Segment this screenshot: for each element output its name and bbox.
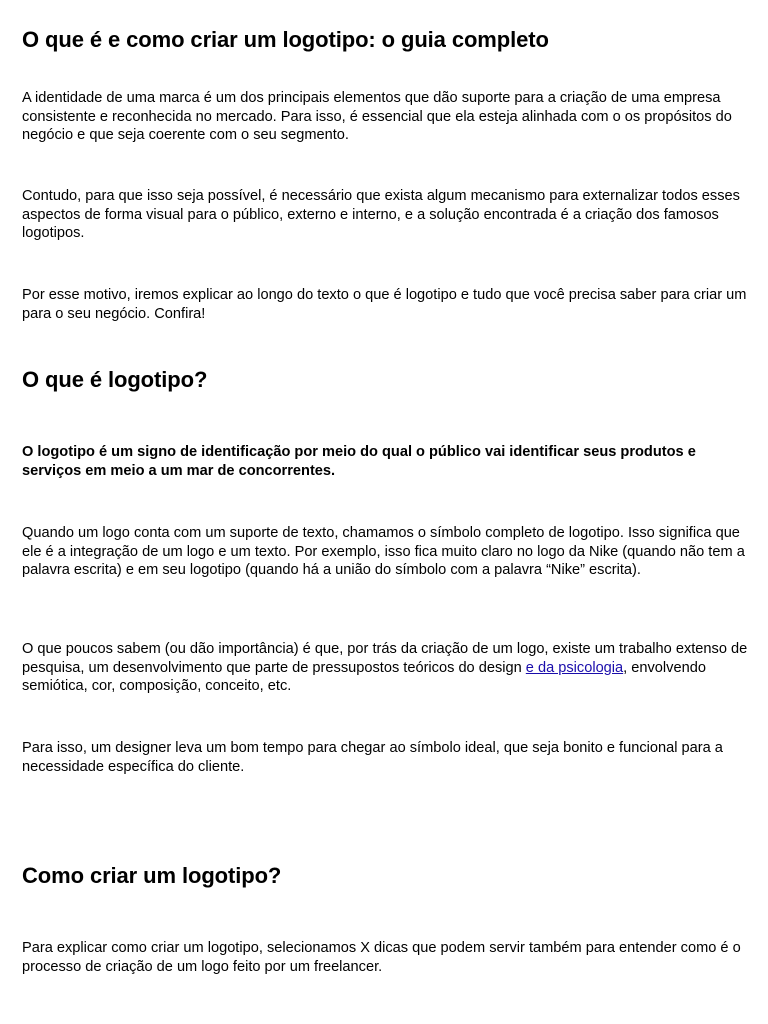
tips-paragraph: Para explicar como criar um logotipo, selecionamos X dicas que podem servir também para entender como é o processo de criação de um logo feito por um freelancer. (22, 940, 741, 975)
designer-paragraph: Para isso, um designer leva um bom tempo para chegar ao símbolo ideal, que seja bonito e funcional para a necessidade específica do cliente. (22, 740, 723, 775)
intro-paragraph-1: A identidade de uma marca é um dos principais elementos que dão suporte para a criação de uma empresa consistente e reconhecida no mercado. Para isso, é essencial que ela esteja alinhada com o os propósitos do negócio e que seja coerente com o seu segmento. (22, 90, 732, 143)
definition-paragraph: O logotipo é um signo de identificação por meio do qual o público vai identificar seus produtos e serviços em meio a um mar de concorrentes. (22, 444, 696, 479)
intro-paragraph-3: Por esse motivo, iremos explicar ao longo do texto o que é logotipo e tudo que você precisa saber para criar um para o seu negócio. Confira! (22, 287, 747, 322)
psychology-link[interactable]: e da psicologia (525, 659, 624, 676)
section-heading-what-is-logo: O que é logotipo? (22, 367, 208, 392)
research-text-start: O que poucos sabem (ou dão importância) é que, por trás da criação de um logo, existe um trabalho extenso de pesquisa, um desenvolvimento que parte de pressupostos teóricos do design (22, 641, 748, 676)
article-title: O que é e como criar um logotipo: o guia completo (22, 27, 549, 52)
section-heading-how-to-create: Como criar um logotipo? (22, 863, 282, 888)
research-text-end: , envolvendo semiótica, cor, composição, conceito, etc. (22, 659, 706, 694)
intro-paragraph-2: Contudo, para que isso seja possível, é necessário que exista algum mecanismo para externalizar todos esses aspectos de forma visual para o público, externo e interno, e a solução encontrada é a criação dos famosos logotipos. (22, 188, 740, 241)
logo-text-paragraph: Quando um logo conta com um suporte de texto, chamamos o símbolo completo de logotipo. Isso significa que ele é a integração de um logo e um texto. Por exemplo, isso fica muito claro no logo da Nike (quando não tem a palavra escrita) e em seu logotipo (quando há a união do símbolo com a palavra “Nike” escrita). (22, 525, 745, 578)
research-paragraph (22, 640, 750, 696)
